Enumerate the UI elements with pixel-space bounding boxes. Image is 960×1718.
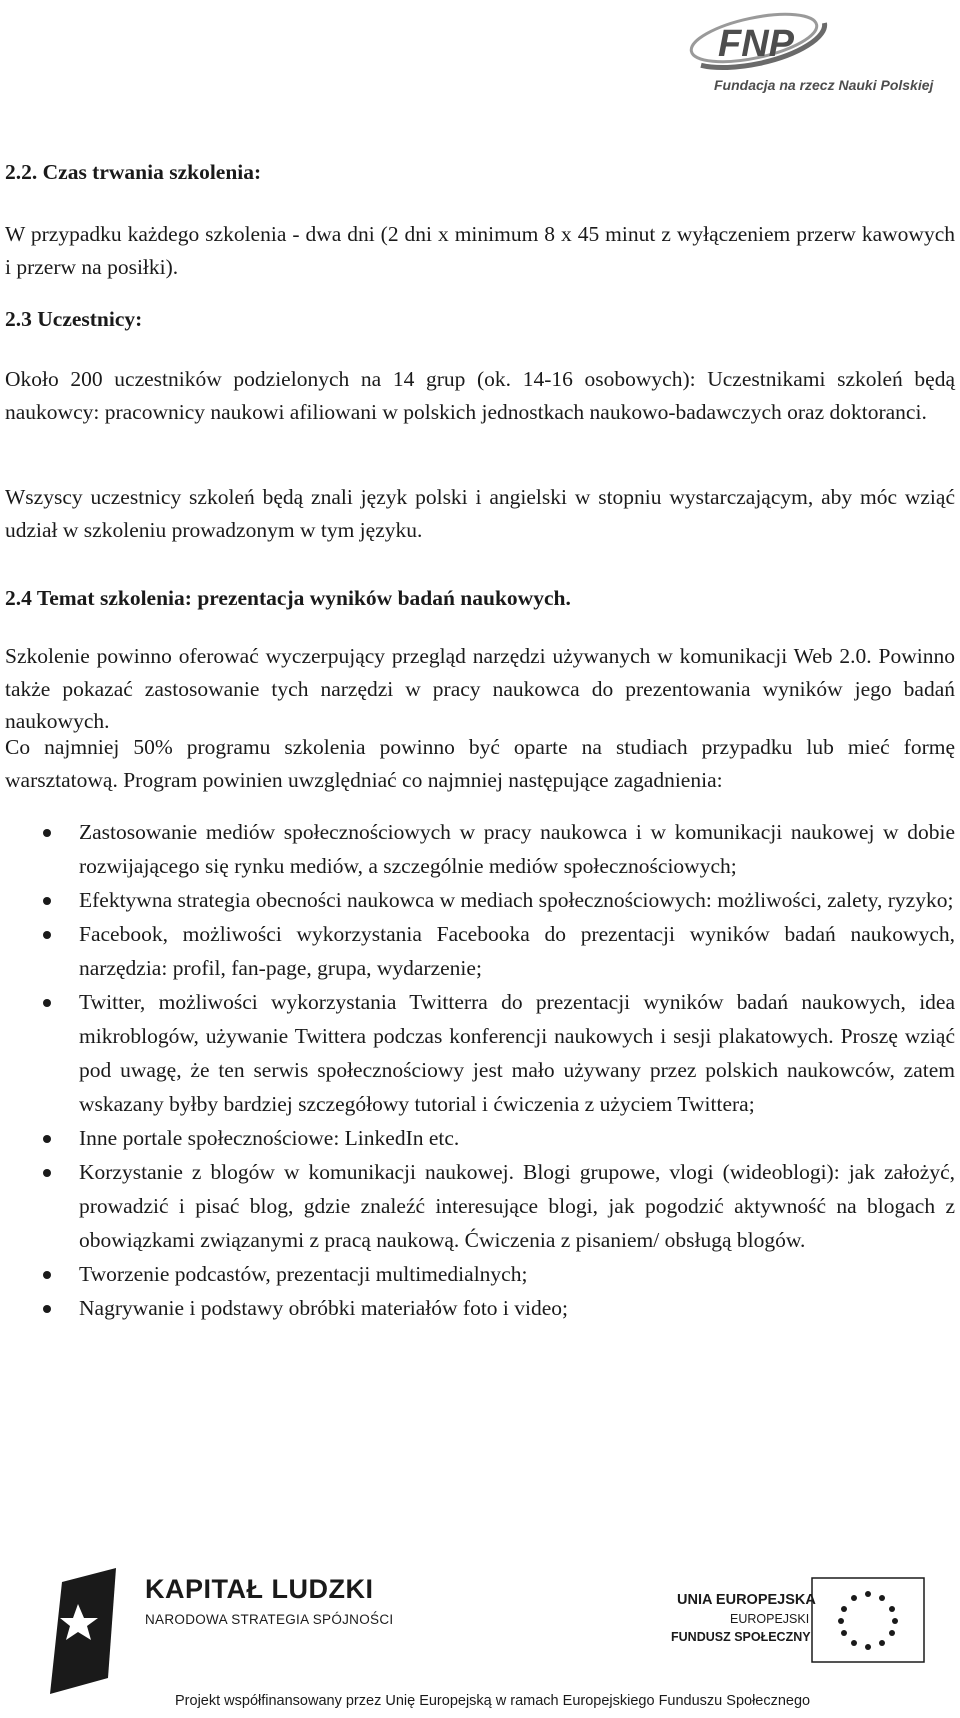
list-item: Twitter, możliwości wykorzystania Twitterra do prezentacji wyników badań naukowych, idea mikroblogów, używanie Twittera podczas konferencji naukowych i sesji plakatowych. Proszę wziąć pod uwagę, że ten serwis społecznościowy jest mało używany przez polskich naukowców, zatem wskazany byłby bardziej szczegółowy tutorial i ćwiczenia z użyciem Twittera; <box>5 985 955 1121</box>
bullet-icon <box>43 829 51 837</box>
section-23-body-1: Około 200 uczestników podzielonych na 14 grup (ok. 14-16 osobowych): Uczestnikami szkoleń będą naukowcy: pracownicy naukowi afiliowani w polskich jednostkach naukowo-badawczych oraz doktoranci. <box>5 367 955 424</box>
section-24-heading: 2.4 Temat szkolenia: prezentacja wyników badań naukowych. <box>5 586 571 610</box>
ue-line-1: UNIA EUROPEJSKA <box>677 1592 816 1608</box>
section-24-body-1: Szkolenie powinno oferować wyczerpujący przegląd narzędzi używanych w komunikacji Web 2.0. Powinno także pokazać zastosowanie tych narzędzi w pracy naukowca do prezentowania wyników jego badań naukowych. <box>5 644 955 733</box>
list-item: Tworzenie podcastów, prezentacji multimedialnych; <box>5 1257 955 1291</box>
fnp-logo <box>656 4 956 96</box>
list-item: Nagrywanie i podstawy obróbki materiałów foto i video; <box>5 1291 955 1325</box>
fnp-logo-mark <box>656 4 956 96</box>
list-item: Facebook, możliwości wykorzystania Facebooka do prezentacji wyników badań naukowych, narzędzia: profil, fan-page, grupa, wydarzenie; <box>5 917 955 985</box>
list-item: Efektywna strategia obecności naukowca w mediach społecznościowych: możliwości, zalety, ryzyko; <box>5 883 955 917</box>
bullet-icon <box>43 1169 51 1177</box>
bullet-icon <box>43 931 51 939</box>
funding-note: Projekt współfinansowany przez Unię Europejską w ramach Europejskiego Funduszu Społecznego <box>175 1693 811 1709</box>
list-item: Zastosowanie mediów społecznościowych w pracy naukowca i w komunikacji naukowej w dobie rozwijającego się rynku mediów, a szczególnie mediów społecznościowych; <box>5 815 955 883</box>
kapital-ludzki-title: KAPITAŁ LUDZKI <box>145 1574 374 1604</box>
section-24-body-2: Co najmniej 50% programu szkolenia powinno być oparte na studiach przypadku lub mieć formę warsztatową. Program powinien uwzględniać co najmniej następujące zagadnienia: <box>5 735 955 792</box>
section-23-heading: 2.3 Uczestnicy: <box>5 307 143 331</box>
ue-line-2: EUROPEJSKI <box>730 1612 810 1626</box>
bullet-icon <box>43 897 51 905</box>
section-22-body: W przypadku każdego szkolenia - dwa dni (2 dni x minimum 8 x 45 minut z wyłączeniem przerw kawowych i przerw na posiłki). <box>5 222 955 279</box>
topics-list <box>5 815 955 1325</box>
section-22-heading: 2.2. Czas trwania szkolenia: <box>5 160 262 184</box>
fnp-logo-text: FNP <box>718 23 794 65</box>
list-item: Korzystanie z blogów w komunikacji naukowej. Blogi grupowe, vlogi (wideoblogi): jak założyć, prowadzić i pisać blog, gdzie znaleźć interesujące blogi, jak pogodzić aktywność na blogach z obowiązkami związanymi z pracą naukową. Ćwiczenia z pisaniem/ obsługą blogów. <box>5 1155 955 1257</box>
ue-line-3: FUNDUSZ SPOŁECZNY <box>671 1630 811 1644</box>
section-23-body-2: Wszyscy uczestnicy szkoleń będą znali język polski i angielski w stopniu wystarczającym, aby móc wziąć udział w szkoleniu prowadzonym w tym języku. <box>5 485 955 542</box>
kapital-ludzki-subtitle: NARODOWA STRATEGIA SPÓJNOŚCI <box>145 1612 394 1627</box>
bullet-icon <box>43 1305 51 1313</box>
bullet-icon <box>43 1135 51 1143</box>
bullet-icon <box>43 999 51 1007</box>
list-item: Inne portale społecznościowe: LinkedIn etc. <box>5 1121 955 1155</box>
fnp-logo-subtitle: Fundacja na rzecz Nauki Polskiej <box>714 77 934 93</box>
bullet-icon <box>43 1271 51 1279</box>
